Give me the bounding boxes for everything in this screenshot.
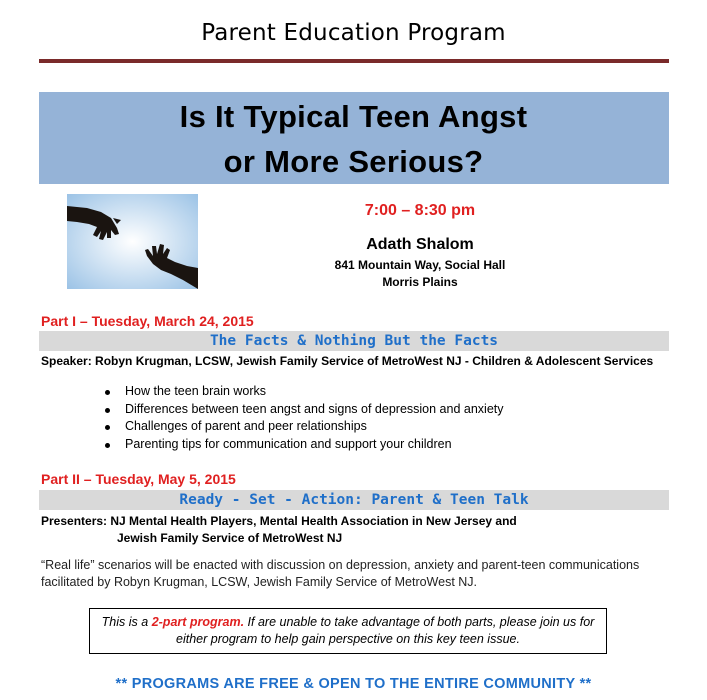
part2-description-line1: “Real life” scenarios will be enacted with discussion on depression, anxiety and parent-teen communications	[41, 558, 640, 572]
part2-presenters-line2: Jewish Family Service of MetroWest NJ	[117, 531, 343, 545]
banner-title-line1: Is It Typical Teen Angst	[179, 99, 528, 134]
header-divider	[39, 59, 669, 63]
part1-topic-list	[105, 384, 504, 455]
part1-speaker: Speaker: Robyn Krugman, LCSW, Jewish Family Service of MetroWest NJ - Children & Adolescent Services	[41, 354, 654, 368]
reaching-hands-image	[67, 194, 198, 289]
note-suffix: If are unable to take advantage of both parts, please join us for	[244, 615, 595, 629]
list-item-label: Challenges of parent and peer relationships	[125, 419, 367, 434]
part1-heading: Part I – Tuesday, March 24, 2015	[41, 313, 254, 329]
list-item-label: Parenting tips for communication and support your children	[125, 437, 452, 452]
event-address-line2: Morris Plains	[382, 275, 458, 289]
note-line1	[90, 614, 606, 631]
note-line2: either program to help gain perspective on this key teen issue.	[176, 632, 520, 646]
page-title: Parent Education Program	[201, 20, 506, 46]
list-item	[105, 419, 504, 437]
part2-description-line2: facilitated by Robyn Krugman, LCSW, Jewish Family Service of MetroWest NJ.	[41, 575, 478, 589]
event-address-line1: 841 Mountain Way, Social Hall	[334, 258, 506, 272]
note-highlight: 2-part program.	[151, 615, 245, 629]
part2-subtitle: Ready - Set - Action: Parent & Teen Talk	[39, 490, 669, 510]
bullet-icon	[105, 443, 110, 448]
bullet-icon	[105, 408, 110, 413]
program-note-box	[89, 608, 607, 654]
banner-title-line2: or More Serious?	[223, 144, 484, 179]
part2-heading: Part II – Tuesday, May 5, 2015	[41, 471, 236, 487]
event-time: 7:00 – 8:30 pm	[364, 202, 476, 219]
list-item-label: How the teen brain works	[125, 384, 267, 398]
event-venue: Adath Shalom	[366, 236, 474, 253]
list-item	[105, 384, 504, 402]
list-item	[105, 402, 504, 420]
footer-banner: ** PROGRAMS ARE FREE & OPEN TO THE ENTIRE COMMUNITY **	[115, 676, 592, 692]
bullet-icon	[105, 425, 110, 430]
note-prefix: This is a	[101, 615, 152, 629]
part1-subtitle: The Facts & Nothing But the Facts	[39, 331, 669, 351]
list-item-label: Differences between teen angst and signs of depression and anxiety	[125, 401, 504, 416]
bullet-icon	[105, 390, 110, 395]
list-item	[105, 437, 504, 455]
part2-presenters-line1: Presenters: NJ Mental Health Players, Mental Health Association in New Jersey and	[41, 514, 517, 528]
